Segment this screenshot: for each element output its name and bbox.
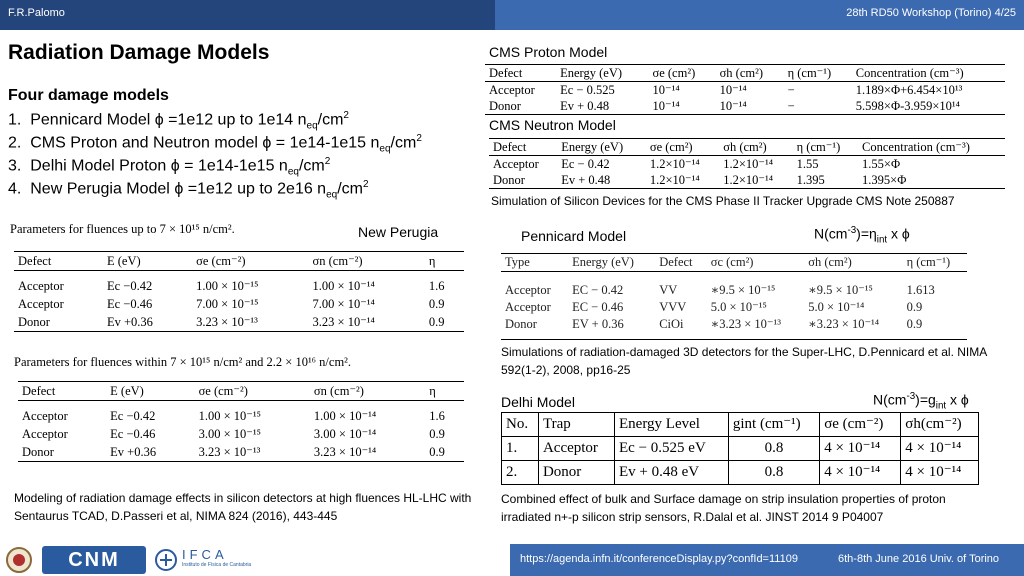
delhi-caption: Combined effect of bulk and Surface damage on strip insulation properties of proton irradiated n+-p silicon strip sensors, R.Dalal et al. JINST 2014 9 P04007 xyxy=(501,492,946,524)
table-row: Donor Ev +0.36 3.23 × 10⁻¹³ 3.23 × 10⁻¹⁴ 0.9 xyxy=(14,313,464,332)
table-row: Acceptor Ec −0.42 1.00 × 10⁻¹⁵ 1.00 × 10⁻¹⁴ 1.6 xyxy=(18,279,445,293)
pennicard-formula: $N(cm^{-3})=\eta_{int}$ x ϕ xyxy=(814,225,910,246)
delhi-table: No. Trap Energy Level gint (cm⁻¹) σe (cm⁻²) σh(cm⁻²) 1. Acceptor Ec − 0.525 eV 0.8 4 × 10⁻¹⁴ 4 × 10⁻¹⁴ 2. Donor Ev + 0.48 eV 0.8 4 × 10⁻¹⁴ 4 × 10⁻¹⁴ xyxy=(501,412,979,485)
table-row: Acceptor Ec −0.46 3.00 × 10⁻¹⁵ 3.00 × 10⁻¹⁴ 0.9 xyxy=(22,427,445,441)
perugia-table-1: Defect E (eV) σe (cm⁻²) σn (cm⁻²) η Acceptor Ec −0.42 1.00 × 10⁻¹⁵ 1.00 × 10⁻¹⁴ 1.6 Acceptor Ec −0.46 7.00 × 10⁻¹⁵ 7.00 × 10⁻¹⁴ 0.9 Donor Ev +0.36 3.23 × 10⁻¹³ 3.23 × 10⁻¹⁴ 0.9 xyxy=(14,251,464,332)
table-row: Acceptor Ec − 0.42 1.2×10⁻¹⁴ 1.2×10⁻¹⁴ 1.55 1.55×Φ xyxy=(493,156,901,171)
pennicard-caption: Simulations of radiation-damaged 3D detectors for the Super-LHC, D.Pennicard et al. NIMA 592(1-2), 2008, pp16-25 xyxy=(501,345,987,377)
model-item: 3. Delhi Model Proton ϕ = 1e14-1e15 $n_{eq}/cm^2$ xyxy=(8,156,331,178)
header-left-block xyxy=(0,0,495,30)
table-row: 2. Donor Ev + 0.48 eV 0.8 4 × 10⁻¹⁴ 4 × 10⁻¹⁴ xyxy=(502,461,979,485)
cms-proton-label: CMS Proton Model xyxy=(489,44,608,60)
cms-neutron-label: CMS Neutron Model xyxy=(489,117,616,133)
conference-date: 6th-8th June 2016 Univ. of Torino xyxy=(838,553,1000,565)
author-name: F.R.Palomo xyxy=(8,7,65,19)
cms-neutron-table: Defect Energy (eV) σe (cm²) σh (cm²) η (cm⁻¹) Concentration (cm⁻³) Acceptor Ec − 0.42 1.2×10⁻¹⁴ 1.2×10⁻¹⁴ 1.55 1.55×Φ Donor Ev + 0.48 1.2×10⁻¹⁴ 1.2×10⁻¹⁴ 1.395 1.395×Φ xyxy=(489,138,1005,189)
ifca-emblem-icon xyxy=(152,546,180,574)
table-row: Acceptor EC − 0.46 VVV 5.0 × 10⁻¹⁵ 5.0 × 10⁻¹⁴ 0.9 xyxy=(505,300,923,314)
cms-caption: Simulation of Silicon Devices for the CMS Phase II Tracker Upgrade CMS Note 250887 xyxy=(491,194,955,208)
delhi-formula: $N(cm^{-3})=g_{int}$ x ϕ xyxy=(873,391,969,412)
perugia-table-2: Defect E (eV) σe (cm⁻²) σn (cm⁻²) η Acceptor Ec −0.42 1.00 × 10⁻¹⁵ 1.00 × 10⁻¹⁴ 1.6 Acceptor Ec −0.46 3.00 × 10⁻¹⁵ 3.00 × 10⁻¹⁴ 0.9 Donor Ev +0.36 3.23 × 10⁻¹³ 3.23 × 10⁻¹⁴ 0.9 xyxy=(18,381,464,462)
table-row: Donor EV + 0.36 CiOi ∗3.23 × 10⁻¹³ ∗3.23 × 10⁻¹⁴ 0.9 xyxy=(505,317,923,331)
cnm-logo: CNM xyxy=(42,546,146,574)
table-row: Acceptor EC − 0.42 VV ∗9.5 × 10⁻¹⁵ ∗9.5 × 10⁻¹⁵ 1.613 xyxy=(505,283,935,297)
delhi-label: Delhi Model xyxy=(501,394,575,410)
pennicard-table: Type Energy (eV) Defect σc (cm²) σh (cm²) η (cm⁻¹) Acceptor EC − 0.42 VV ∗9.5 × 10⁻¹⁵ ∗9.5 × 10⁻¹⁵ 1.613 Acceptor EC − 0.46 VVV 5.0 × 10⁻¹⁵ 5.0 × 10⁻¹⁴ 0.9 Donor EV + 0.36 CiOi ∗3.23 × 10⁻¹³ ∗3.23 × 10⁻¹⁴ 0.9 xyxy=(501,253,967,342)
perugia-param2: Parameters for fluences within 7 × 10¹⁵ n/cm² and 2.2 × 10¹⁶ n/cm². xyxy=(14,355,352,369)
table-row: Acceptor Ec −0.42 1.00 × 10⁻¹⁵ 1.00 × 10⁻¹⁴ 1.6 xyxy=(22,409,445,423)
table-row: Donor Ev + 0.48 1.2×10⁻¹⁴ 1.2×10⁻¹⁴ 1.395 1.395×Φ xyxy=(489,172,1005,189)
perugia-param1: Parameters for fluences up to 7 × 10¹⁵ n/cm². xyxy=(10,222,235,236)
university-seal-icon xyxy=(2,546,36,574)
table-row: Donor Ev +0.36 3.23 × 10⁻¹³ 3.23 × 10⁻¹⁴ 0.9 xyxy=(18,443,464,462)
event-page-label: 28th RD50 Workshop (Torino) 4/25 xyxy=(846,7,1016,19)
perugia-caption: Modeling of radiation damage effects in silicon detectors at high fluences HL-LHC with Sentaurus TCAD, D.Passeri et al, NIMA 824 (2016), 443-445 xyxy=(14,491,472,523)
perugia-label: New Perugia xyxy=(358,224,439,240)
table-row: Donor Ev + 0.48 10⁻¹⁴ 10⁻¹⁴ − 5.598×Φ-3.959×10¹⁴ xyxy=(485,98,1005,115)
conference-link[interactable]: https://agenda.infn.it/conferenceDisplay.py?confId=11109 xyxy=(520,553,798,565)
table-row: Acceptor Ec −0.46 7.00 × 10⁻¹⁵ 7.00 × 10⁻¹⁴ 0.9 xyxy=(18,297,445,311)
models-heading: Four damage models xyxy=(8,87,169,104)
model-item: 2. CMS Proton and Neutron model ϕ = 1e14-1e15 $n_{eq}/cm^2$ xyxy=(8,133,422,155)
table-row: 1. Acceptor Ec − 0.525 eV 0.8 4 × 10⁻¹⁴ 4 × 10⁻¹⁴ xyxy=(502,437,979,461)
model-item: 4. New Perugia Model ϕ =1e12 up to 2e16 $n_{eq}/cm^2$ xyxy=(8,179,369,201)
slide-title: Radiation Damage Models xyxy=(8,41,270,64)
table-row: Acceptor Ec − 0.525 10⁻¹⁴ 10⁻¹⁴ − 1.189×Φ+6.454×10¹³ xyxy=(489,82,963,97)
ifca-logo: IFCA Instituto de Física de Cantabria xyxy=(182,547,252,568)
cms-proton-table: Defect Energy (eV) σe (cm²) σh (cm²) η (cm⁻¹) Concentration (cm⁻³) Acceptor Ec − 0.525 10⁻¹⁴ 10⁻¹⁴ − 1.189×Φ+6.454×10¹³ Donor Ev + 0.48 10⁻¹⁴ 10⁻¹⁴ − 5.598×Φ-3.959×10¹⁴ xyxy=(485,64,1005,115)
model-item: 1. Pennicard Model ϕ =1e12 up to 1e14 $n_{eq}/cm^2$ xyxy=(8,110,349,132)
pennicard-label: Pennicard Model xyxy=(521,228,627,244)
